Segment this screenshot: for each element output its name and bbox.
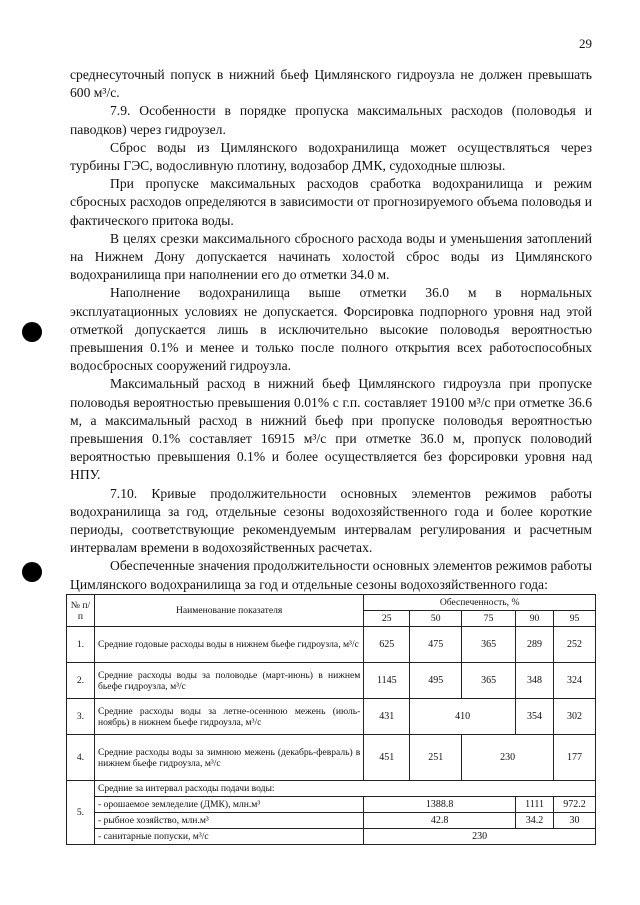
paragraph: среднесуточный попуск в нижний бьеф Цимлянского гидроузла не должен превышать 600 м³/с. bbox=[70, 67, 592, 101]
table-row bbox=[67, 781, 596, 797]
row-name: Средние расходы воды за летне-осеннюю межень (июль-ноябрь) в нижнем бьефе гидроузла, м³/с bbox=[94, 699, 363, 735]
cell-value: 230 bbox=[462, 735, 554, 781]
paragraph: Наполнение водохранилища выше отметки 36.0 м в нормальных эксплуатационных условиях не допускается. Форсировка подпорного уровня над этой отметкой допускается лишь в исключительно высокие половодья вероятностью превышения 0.1% и менее и только после полного открытия всех работоспособных водосбросных сооружений гидроузла. bbox=[70, 285, 592, 374]
paragraph: В целях срезки максимального сбросного расхода воды и уменьшения затоплений на Нижнем Дону допускается начинать холостой сброс воды из Цимлянского водохранилища при наполнении его до отметки 34.0 м. bbox=[70, 230, 592, 283]
cell-value: 34.2 bbox=[516, 813, 554, 829]
cell-value: 42.8 bbox=[364, 813, 516, 829]
row-name: Средние расходы воды за половодье (март-июнь) в нижнем бьефе гидроузла, м³/с bbox=[94, 663, 363, 699]
cell-value: 302 bbox=[554, 699, 596, 735]
paragraph: Максимальный расход в нижний бьеф Цимлянского гидроузла при пропуске половодья вероятностью превышения 0.01% с г.п. составляет 19100 м³/с при отметке 36.6 м, а максимальный расход в нижний бьеф при пропуске половодья вероятностью превышения 0.1% составляет 16915 м³/с при отметке 36.0 м, пропуск половодий вероятностью превышения 0.1% и более осуществляется без форсировки уровня над НПУ. bbox=[70, 376, 592, 483]
table-header-row bbox=[67, 595, 596, 611]
paragraph: Обеспеченные значения продолжительности основных элементов режимов работы Цимлянского водохранилища за год и отдельные сезоны водохозяйственного года: bbox=[70, 558, 592, 592]
cell-value: 289 bbox=[516, 627, 554, 663]
cell-value: 451 bbox=[364, 735, 410, 781]
header-probability-value: 90 bbox=[516, 611, 554, 627]
row-number: 4. bbox=[67, 735, 95, 781]
row-number: 2. bbox=[67, 663, 95, 699]
table-row bbox=[67, 797, 596, 813]
cell-value: 365 bbox=[462, 663, 516, 699]
paragraph: Сброс воды из Цимлянского водохранилища может осуществляться через турбины ГЭС, водосливную плотину, водозабор ДМК, судоходные шлюзы. bbox=[70, 139, 592, 174]
header-indicator-name: Наименование показателя bbox=[94, 595, 363, 627]
cell-value: 972.2 bbox=[554, 797, 596, 813]
row-name: Средние расходы воды за зимнюю межень (декабрь-февраль) в нижнем бьефе гидроузла, м³/с bbox=[94, 735, 363, 781]
cell-value: 348 bbox=[516, 663, 554, 699]
table-row bbox=[67, 627, 596, 663]
cell-value: 1145 bbox=[364, 663, 410, 699]
row-name: Средние годовые расходы воды в нижнем бьефе гидроузла, м³/с bbox=[94, 627, 363, 663]
cell-value: 1388.8 bbox=[364, 797, 516, 813]
cell-value: 365 bbox=[462, 627, 516, 663]
cell-value: 251 bbox=[410, 735, 462, 781]
header-probability-value: 25 bbox=[364, 611, 410, 627]
row-number: 3. bbox=[67, 699, 95, 735]
row-number: 5. bbox=[67, 781, 95, 845]
paragraph: 7.10. Кривые продолжительности основных элементов режимов работы водохранилища за год, отдельные сезоны водохозяйственного года и более короткие периоды, соответствующие рекомендуемым интервалам регулирования и расчетным интервалам времени в водохозяйственных расчетах. bbox=[70, 485, 592, 556]
provision-table bbox=[66, 594, 596, 845]
paragraph: 7.9. Особенности в порядке пропуска максимальных расходов (половодья и паводков) через гидроузел. bbox=[70, 103, 592, 137]
cell-value: 1111 bbox=[516, 797, 554, 813]
table-row bbox=[67, 699, 596, 735]
cell-value: 252 bbox=[554, 627, 596, 663]
header-probability-value: 75 bbox=[462, 611, 516, 627]
cell-value: 30 bbox=[554, 813, 596, 829]
cell-value: 410 bbox=[410, 699, 516, 735]
punch-hole-mark bbox=[22, 322, 42, 342]
row-name: - рыбное хозяйство, млн.м³ bbox=[94, 813, 363, 829]
table-row bbox=[67, 663, 596, 699]
row-name: Средние за интервал расходы подачи воды: bbox=[94, 781, 595, 797]
cell-value: 230 bbox=[364, 829, 596, 845]
cell-value: 625 bbox=[364, 627, 410, 663]
punch-hole-mark bbox=[22, 562, 42, 582]
page-number: 29 bbox=[579, 36, 592, 51]
cell-value: 177 bbox=[554, 735, 596, 781]
row-number: 1. bbox=[67, 627, 95, 663]
header-probability: Обеспеченность, % bbox=[364, 595, 596, 611]
body-text bbox=[70, 66, 592, 594]
cell-value: 495 bbox=[410, 663, 462, 699]
row-name: - санитарные попуски, м³/с bbox=[94, 829, 363, 845]
table-row bbox=[67, 829, 596, 845]
cell-value: 354 bbox=[516, 699, 554, 735]
header-probability-value: 95 bbox=[554, 611, 596, 627]
row-name: - орошаемое земледелие (ДМК), млн.м³ bbox=[94, 797, 363, 813]
table-row bbox=[67, 813, 596, 829]
cell-value: 475 bbox=[410, 627, 462, 663]
table-row bbox=[67, 735, 596, 781]
header-probability-value: 50 bbox=[410, 611, 462, 627]
header-number: № п/п bbox=[67, 595, 95, 627]
paragraph: При пропуске максимальных расходов сработка водохранилища и режим сбросных расходов определяются в зависимости от прогнозируемого объема половодья и фактического притока воды. bbox=[70, 176, 592, 228]
cell-value: 431 bbox=[364, 699, 410, 735]
cell-value: 324 bbox=[554, 663, 596, 699]
